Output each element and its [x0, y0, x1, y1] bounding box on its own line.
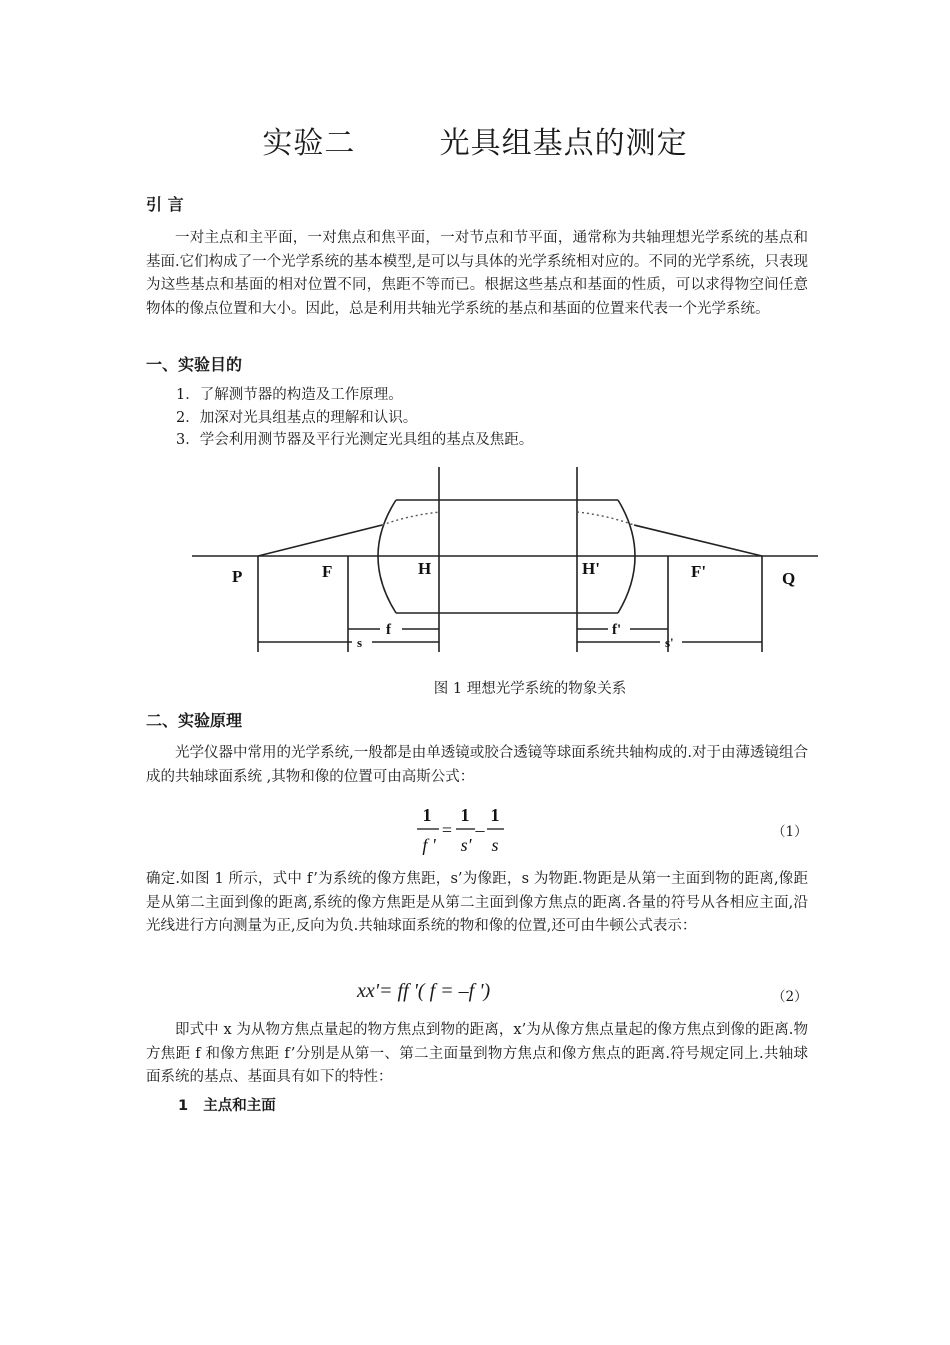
equation-1-number: （1）: [772, 824, 808, 840]
label-H: H: [418, 559, 432, 578]
eq1-equals: =: [441, 820, 453, 840]
figure-caption: 图 1 理想光学系统的物象关系: [433, 681, 627, 697]
section2-heading: 二、实验原理: [146, 711, 243, 730]
eq1-lhs-num: 1: [422, 805, 432, 825]
label-F-prime: F': [691, 562, 707, 581]
label-Q: Q: [782, 569, 796, 588]
eq1-lhs-den: f ': [422, 835, 436, 855]
label-F: F: [322, 562, 333, 581]
equation-2-number: （2）: [772, 989, 808, 1005]
principle-paragraph-2: 确定.如图 1 所示，式中 f’为系统的像方焦距，s’为像距，s 为物距.物距是从第一主面到物的距离,像距是从第二主面到像的距离,系统的像方焦距是从第二主面到像方焦点的距离.各量的符号从各相应主面,沿光线进行方向测量为正,反向为负.共轴球面系统的物和像的位置,还可由牛顿公式表示：: [146, 871, 808, 934]
label-s: s: [357, 635, 363, 650]
eq1-a-num: 1: [460, 805, 470, 825]
eq1-b-den: s: [491, 835, 499, 855]
section1-heading: 一、实验目的: [146, 355, 243, 374]
eq1-a-den: s': [460, 835, 472, 855]
principle-paragraph-1: 光学仪器中常用的光学系统,一般都是由单透镜或胶合透镜等球面系统共轴构成的.对于由薄透镜组合成的共轴球面系统 ,其物和像的位置可由高斯公式：: [146, 745, 808, 785]
label-s-prime: s': [665, 635, 674, 650]
newton-equation: xx'= ff '( f = –f '): [357, 980, 491, 1002]
list-item: 2．加深对光具组基点的理解和认识。: [176, 409, 418, 426]
subsection-principal-points: 1 主点和主面: [178, 1098, 276, 1114]
eq1-minus: –: [475, 820, 485, 840]
eq1-b-num: 1: [490, 805, 500, 825]
label-f-prime: f': [612, 622, 622, 638]
label-P: P: [232, 567, 243, 586]
page-title: 实验二 光具组基点的测定: [262, 126, 688, 161]
intro-heading: 引 言: [146, 195, 184, 214]
label-f: f: [386, 622, 391, 638]
label-H-prime: H': [582, 559, 600, 578]
gauss-equation: [405, 800, 515, 858]
intro-paragraph: 一对主点和主平面，一对焦点和焦平面，一对节点和节平面，通常称为共轴理想光学系统的基点和基面.它们构成了一个光学系统的基本模型,是可以与具体的光学系统相对应的。不同的光学系统，只表现为这些基点和基面的相对位置不同，焦距不等而已。根据这些基点和基面的性质，可以求得物空间任意物体的像点位置和大小。因此，总是利用共轴光学系统的基点和基面的位置来代表一个光学系统。: [146, 230, 808, 317]
list-item: 3．学会利用测节器及平行光测定光具组的基点及焦距。: [176, 432, 534, 448]
list-item: 1．了解测节器的构造及工作原理。: [176, 387, 403, 403]
principle-paragraph-3: 即式中 x 为从物方焦点量起的物方焦点到物的距离，x’为从像方焦点量起的像方焦点到像的距离.物方焦距 f 和像方焦距 f’分别是从第一、第二主面量到物方焦点和像方焦点的距离.符号规定同上.共轴球面系统的基点、基面具有如下的特性：: [146, 1022, 808, 1085]
